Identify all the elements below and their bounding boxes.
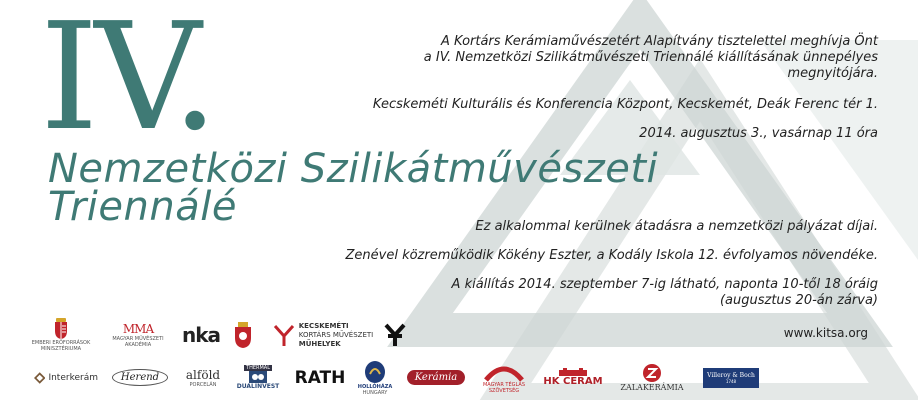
- invitation-line3: megnyitójára.: [787, 66, 878, 81]
- interkeram-logo: [34, 371, 98, 385]
- hk-ceram-roof-icon: [559, 368, 587, 376]
- kkm-emblem-icon: [273, 322, 295, 348]
- emmi-label: EMBERI ERŐFORRÁSOK MINISZTÉRIUMA: [31, 340, 91, 352]
- zalakeramia-label: ZALAKERÁMIA: [620, 383, 684, 392]
- rath-logo: [290, 368, 350, 388]
- herend-label: Herend: [112, 369, 168, 386]
- edition-roman-numeral: IV.: [40, 0, 215, 163]
- diamond-icon: [34, 371, 45, 385]
- brick-arch-icon: [484, 362, 524, 382]
- kkm-text: [299, 322, 374, 349]
- keramia-logo: [404, 370, 468, 385]
- kkm-title: KECSKEMÉTI: [298, 321, 349, 330]
- villeroy-box: [703, 368, 759, 388]
- hollohaza-sub: HUNGARY: [362, 389, 388, 396]
- city-crest-icon: [233, 321, 253, 349]
- interkeram-label: Interkerám: [48, 372, 98, 383]
- nka-label: nka: [181, 323, 221, 347]
- dualinvest-label: DUALINVEST: [236, 383, 280, 390]
- herend-logo: [110, 369, 170, 386]
- exhibition-line2: (augusztus 20-án zárva): [719, 293, 878, 308]
- mma-mark: MMA: [122, 322, 154, 336]
- sponsor-logos-row2: [34, 355, 762, 400]
- kkm-subtitle2: MŰHELYEK: [298, 339, 341, 348]
- sponsor-logos-row1: [30, 310, 410, 360]
- nka-logo: [178, 323, 224, 347]
- alfold-label: alföld: [185, 367, 221, 382]
- kecskemet-crest-logo: [228, 321, 258, 349]
- kkm-logo: [268, 322, 378, 349]
- music-text: Zenével közreműködik Kökény Eszter, a Kodály Iskola 12. évfolyamos növendéke.: [345, 248, 878, 263]
- date-text: 2014. augusztus 3., vasárnap 11 óra: [639, 126, 878, 141]
- invitation-line2: a IV. Nemzetközi Szilikátművészeti Triennálé kiállításának ünnepélyes: [423, 50, 878, 65]
- hollohaza-label: HOLLÓHÁZA: [357, 383, 393, 390]
- villeroy-label: Villeroy & Boch: [707, 371, 755, 379]
- alfold-sub: PORCELÁN: [189, 381, 217, 388]
- venue-text: Kecskeméti Kulturális és Konferencia Központ, Kecskemét, Deák Ferenc tér 1.: [372, 97, 878, 112]
- keramia-label: Kerámia: [407, 370, 466, 385]
- event-title-line2: Triennálé: [48, 184, 237, 230]
- hollohaza-crest-icon: [364, 360, 386, 384]
- kkm-subtitle: KORTÁRS MŰVÉSZETI: [298, 330, 374, 339]
- rath-label: RATH: [294, 367, 346, 388]
- mma-logo: [102, 322, 174, 348]
- invitation-text: [424, 34, 878, 82]
- dualinvest-icon: [249, 371, 267, 383]
- yen-symbol-logo: [380, 323, 410, 347]
- exhibition-line1: A kiállítás 2014. szeptember 7-ig látható, naponta 10-től 18 óráig: [451, 277, 878, 292]
- awards-text: Ez alkalommal kerülnek átadásra a nemzetközi pályázat díjai.: [475, 219, 878, 234]
- invitation-line1: A Kortárs Kerámiaművészetért Alapítvány tisztelettel meghívja Önt: [440, 34, 878, 49]
- dualinvest-top: THERMAL: [246, 365, 270, 371]
- hk-ceram-label: HK CERAM: [543, 376, 603, 387]
- alfold-porcelan-logo: [178, 368, 228, 388]
- hollohaza-logo: [354, 360, 396, 396]
- website-link[interactable]: www.kitsa.org: [783, 326, 868, 340]
- emmi-logo: [30, 318, 92, 352]
- exhibition-text: [452, 277, 878, 309]
- villeroy-boch-logo: [700, 368, 762, 388]
- yen-icon: [384, 323, 406, 347]
- dualinvest-logo: [236, 365, 280, 390]
- mma-label: MAGYAR MŰVÉSZETI AKADÉMIA: [112, 336, 164, 348]
- zalakeramia-logo: [614, 363, 690, 392]
- tegla-label: MAGYAR TÉGLÁS SZÖVETSÉG: [482, 381, 525, 394]
- villeroy-sub: 1748: [725, 378, 737, 384]
- hk-ceram-logo: [540, 368, 606, 387]
- hungarian-coat-of-arms-icon: [53, 318, 69, 340]
- zalakeramia-emblem-icon: [642, 363, 662, 383]
- tegla-szovetseg-logo: [476, 362, 532, 394]
- event-title-line1: Nemzetközi Szilikátművészeti: [48, 146, 659, 192]
